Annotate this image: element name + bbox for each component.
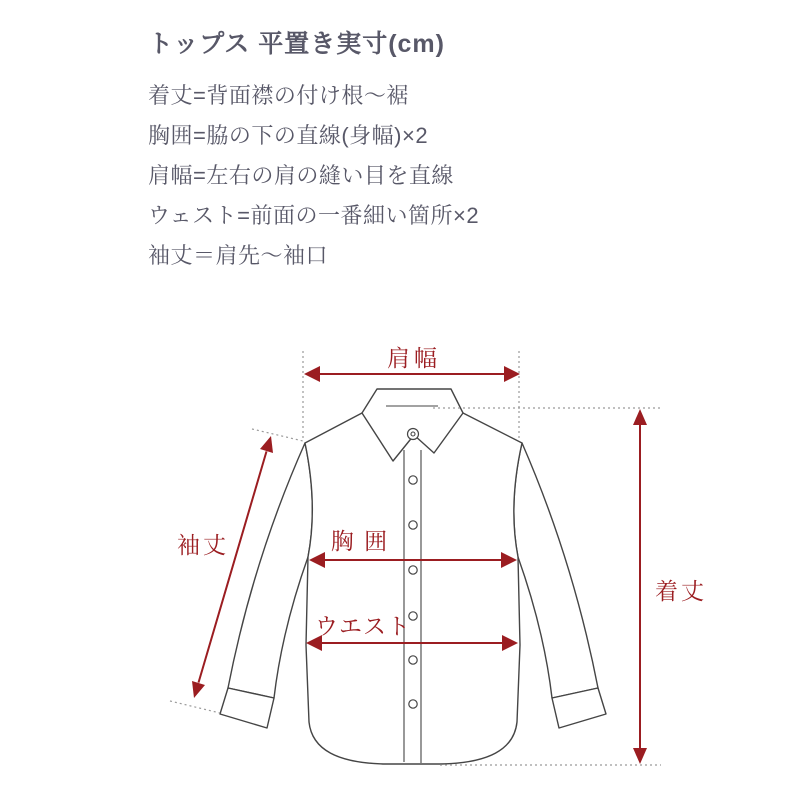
length-arrow-head-top bbox=[633, 409, 647, 425]
shoulder-arrow-head-left bbox=[304, 366, 320, 382]
collar-button bbox=[408, 429, 419, 440]
right-sleeve bbox=[514, 443, 598, 698]
sleeve-length-label: 袖丈 bbox=[177, 532, 229, 558]
legend-line-sleeve: 袖丈＝肩先〜袖口 bbox=[148, 243, 329, 268]
legend-line-shoulder: 肩幅=左右の肩の縫い目を直線 bbox=[148, 163, 454, 188]
shirt-measurement-diagram bbox=[0, 330, 800, 800]
shirt-drawing bbox=[220, 389, 606, 764]
guide-sleeve-top bbox=[252, 429, 303, 441]
legend-line-body-length: 着丈=背面襟の付け根〜裾 bbox=[148, 83, 409, 108]
shoulder-arrow-head-right bbox=[504, 366, 520, 382]
guide-sleeve-bottom bbox=[170, 701, 220, 713]
body-length-label: 着丈 bbox=[655, 578, 707, 604]
shoulder-width-label: 肩幅 bbox=[387, 345, 441, 371]
legend-line-waist: ウェスト=前面の一番細い箇所×2 bbox=[148, 203, 480, 228]
chest-label: 胸 囲 bbox=[330, 528, 390, 554]
length-arrow-head-bottom bbox=[633, 748, 647, 764]
measurement-legend bbox=[148, 76, 479, 276]
legend-line-chest: 胸囲=脇の下の直線(身幅)×2 bbox=[148, 123, 429, 148]
waist-label: ウエスト bbox=[315, 613, 411, 639]
sleeve-arrow-head-top bbox=[260, 436, 273, 453]
page-title: トップス 平置き実寸(cm) bbox=[148, 30, 445, 58]
sleeve-arrow-head-bottom bbox=[192, 681, 205, 698]
shirt-body bbox=[305, 413, 522, 764]
left-sleeve bbox=[228, 443, 312, 698]
